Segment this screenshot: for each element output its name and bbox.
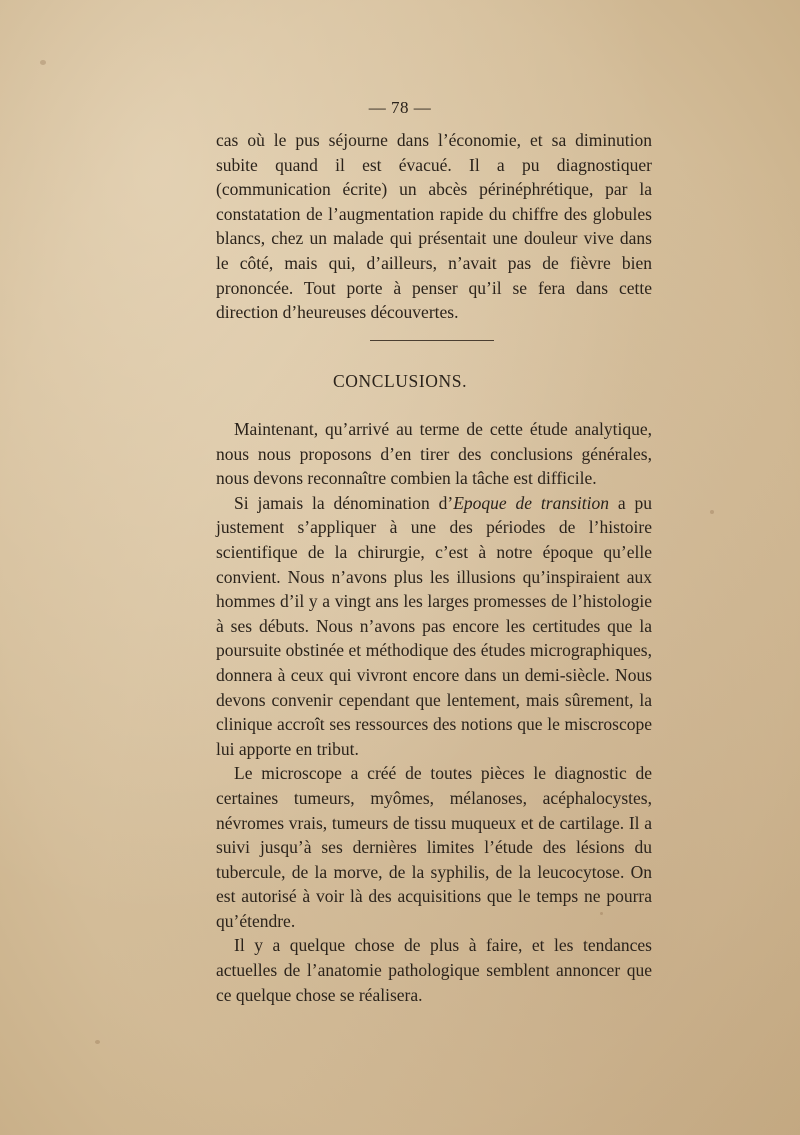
conclusions-paragraph-3: Le microscope a créé de toutes pièces le diagnostic de certaines tumeurs, myômes, mélanoses, acéphalocystes, névromes vrais, tumeurs de tissu muqueux et de cartilage. Il a suivi jusqu’à ses dernières limites l’étude des lésions du tubercule, de la morve, de la syphilis, de la leucocytose. On est autorisé à voir là des acquisitions que le temps ne pourra qu’étendre. [216, 763, 652, 931]
paragraph-2-rest: a pu justement s’appliquer à une des périodes de l’histoire scientifique de la chirurgie, c’est à notre époque qu’elle convient. Nous n’avons plus les illusions qu’inspiraient aux hommes d’il y a vingt ans les larges promesses de l’histologie à ses débuts. Nous n’avons pas encore les certitudes que la poursuite obstinée et méthodique des études micrographiques, donnera à ceux qui vivront encore dans un demi-siècle. Nous devons convenir cependant que lentement, mais sûrement, la clinique accroît ses ressources des notions que le miscroscope lui apporte en tribut. [216, 492, 653, 759]
paragraph-2-start: Si jamais la dénomination d’ [234, 492, 454, 513]
section-title: CONCLUSIONS. [332, 371, 468, 391]
intro-paragraph: cas où le pus séjourne dans l’économie, et sa diminution subite quand il est évacué. Il a pu diagnostiquer (communication écrite) un abcès périnéphrétique, par la constatation de l’augmentation rapide du chiffre des globules blancs, chez un malade qui présentait une douleur vive dans le côté, mais qui, d’ailleurs, n’avait pas de fièvre bien prononcée. Tout porte à penser qu’il se fera dans cette direction d’heureuses découvertes. [216, 130, 652, 323]
paper-stain [40, 60, 46, 65]
conclusions-text [216, 417, 652, 1007]
conclusions-paragraph-2 [216, 491, 652, 762]
section-divider [370, 340, 494, 341]
page-number: — 78 — [368, 98, 432, 117]
paper-stain [95, 1040, 100, 1044]
paper-stain [710, 510, 714, 514]
conclusions-paragraph-4: Il y a quelque chose de plus à faire, et les tendances actuelles de l’anatomie pathologique semblent annoncer que ce quelque chose se réalisera. [216, 935, 652, 1005]
italic-term: Epoque de transition [453, 492, 609, 513]
conclusions-paragraph-1: Maintenant, qu’arrivé au terme de cette étude analytique, nous nous proposons d’en tirer des conclusions générales, nous devons reconnaître combien la tâche est difficile. [216, 419, 652, 489]
intro-text [216, 128, 652, 325]
